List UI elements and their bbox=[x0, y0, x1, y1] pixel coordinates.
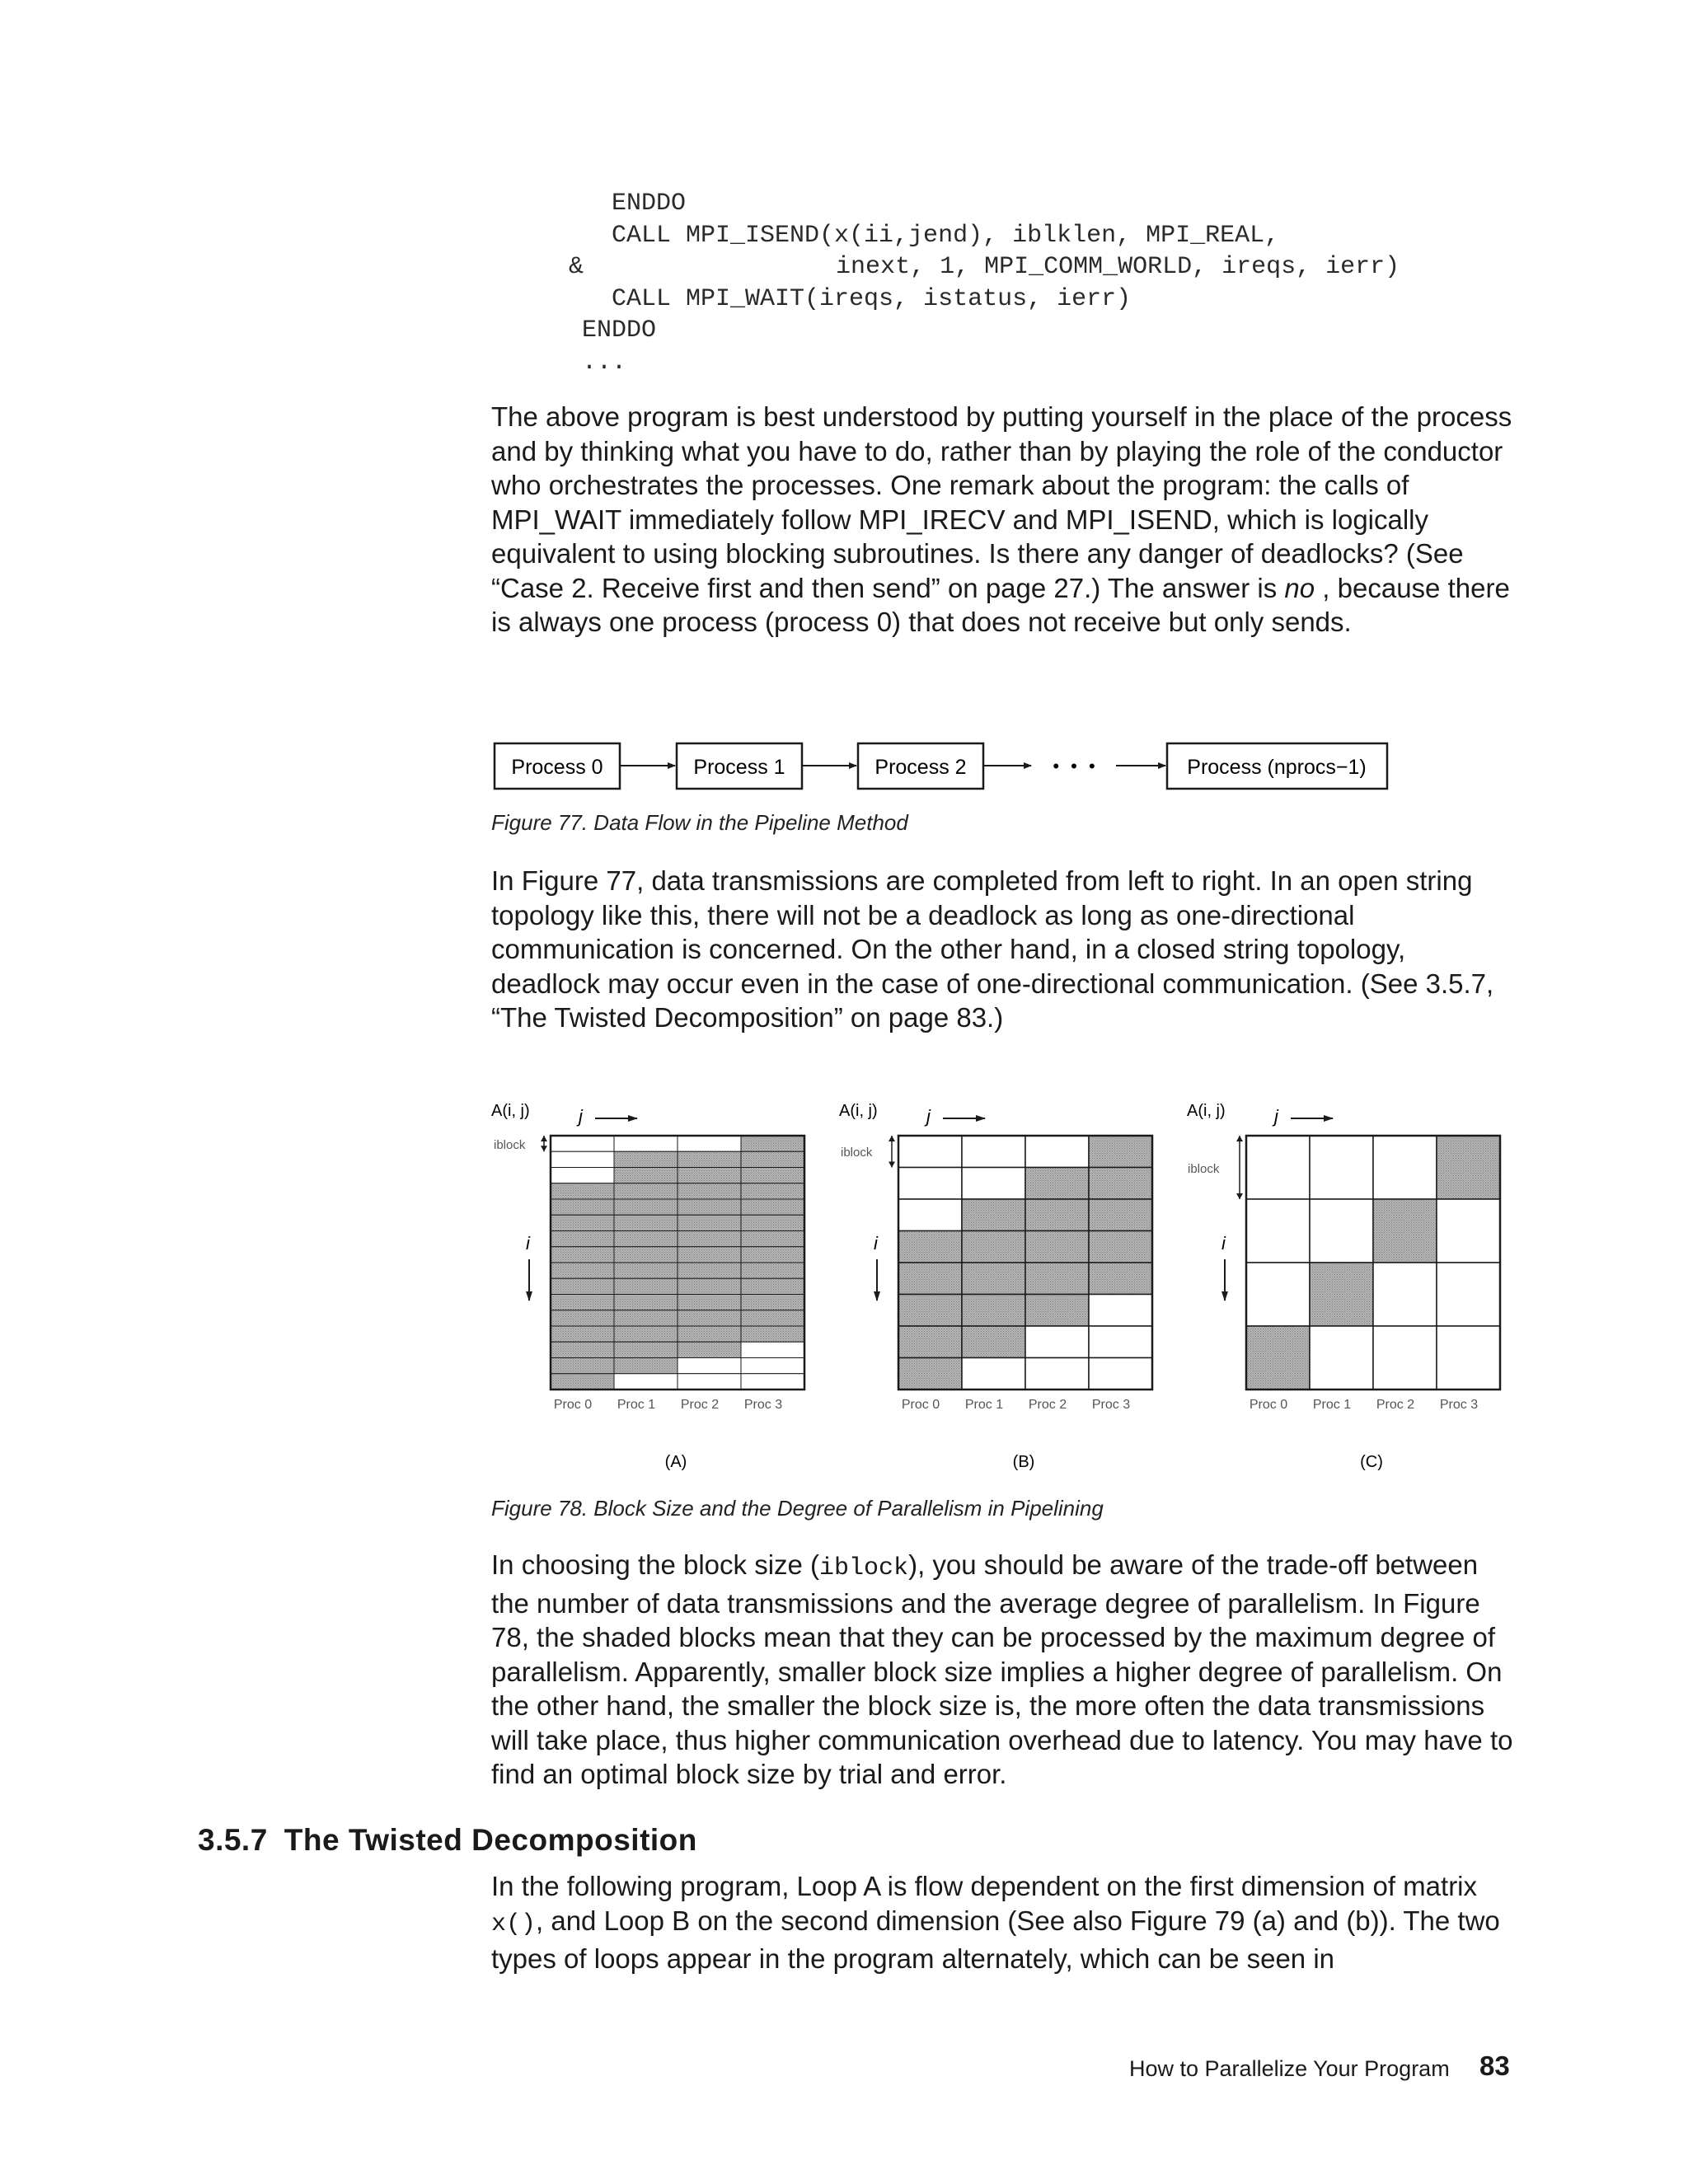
shaded-block bbox=[741, 1326, 804, 1342]
matrix-grid bbox=[551, 1136, 804, 1390]
shaded-block bbox=[1025, 1168, 1089, 1200]
section-title: The Twisted Decomposition bbox=[284, 1823, 697, 1857]
block bbox=[898, 1168, 962, 1200]
code-line: ENDDO bbox=[612, 190, 687, 218]
shaded-block bbox=[962, 1199, 1025, 1231]
paragraph-block-size bbox=[491, 1548, 1513, 1792]
shaded-block bbox=[898, 1263, 962, 1295]
proc-label: Proc 2 bbox=[1376, 1398, 1415, 1412]
block bbox=[1246, 1136, 1310, 1199]
shaded-block bbox=[741, 1183, 804, 1199]
para1-text-end: , because there is always one process (process 0) that does not receive but only sends. bbox=[491, 572, 1510, 637]
shaded-block bbox=[614, 1342, 678, 1357]
block bbox=[962, 1136, 1025, 1168]
block bbox=[741, 1342, 804, 1357]
shaded-block bbox=[741, 1215, 804, 1230]
shaded-block bbox=[551, 1358, 614, 1374]
proc-label: Proc 0 bbox=[553, 1398, 593, 1412]
shaded-block bbox=[1373, 1199, 1437, 1263]
proc-label: Proc 0 bbox=[1249, 1398, 1288, 1412]
shaded-block bbox=[741, 1295, 804, 1310]
j-axis-label: j bbox=[1274, 1106, 1278, 1127]
proc-label: Proc 3 bbox=[1091, 1398, 1131, 1412]
block bbox=[1437, 1199, 1500, 1263]
block bbox=[1089, 1326, 1152, 1358]
block bbox=[1089, 1295, 1152, 1327]
block bbox=[614, 1374, 678, 1390]
para3-text: In choosing the block size ( bbox=[491, 1549, 820, 1580]
shaded-block bbox=[678, 1247, 741, 1263]
shaded-block bbox=[741, 1263, 804, 1278]
para4-text-end: , and Loop B on the second dimension (See also Figure 79 (a) and (b)). The two types of loops appear in the program alternately, which can be seen in bbox=[491, 1905, 1500, 1974]
matrix-label: A(i, j) bbox=[839, 1102, 878, 1120]
block bbox=[898, 1136, 962, 1168]
shaded-block bbox=[551, 1263, 614, 1278]
panel-b bbox=[839, 1102, 1152, 1471]
block bbox=[1373, 1326, 1437, 1390]
shaded-block bbox=[1089, 1199, 1152, 1231]
shaded-block bbox=[741, 1151, 804, 1167]
para4-code: x() bbox=[491, 1910, 537, 1938]
shaded-block bbox=[898, 1358, 962, 1390]
para1-text: The above program is best understood by putting yourself in the place of the process and by thinking what you have to do, rather than by playing the role of the conductor who orchestrates the processes. One remark about the program: the calls of MPI_WAIT immediately follow MPI_IRECV and MPI_ISEND, which is logically equivalent to using blocking subroutines. Is there any danger of deadlocks? (See “Case 2. Receive first and then send” on page 27.) The answer is bbox=[491, 401, 1512, 603]
page-number: 83 bbox=[1479, 2050, 1510, 2081]
shaded-block bbox=[614, 1183, 678, 1199]
shaded-block bbox=[678, 1278, 741, 1294]
figure-78-caption: Figure 78. Block Size and the Degree of Parallelism in Pipelining bbox=[491, 1496, 1104, 1521]
iblock-arrow-head-down bbox=[1236, 1193, 1243, 1199]
shaded-block bbox=[614, 1310, 678, 1326]
shaded-block bbox=[741, 1136, 804, 1151]
shaded-block bbox=[551, 1215, 614, 1230]
i-axis-label: i bbox=[1221, 1233, 1226, 1254]
panel-label: (B) bbox=[1012, 1453, 1035, 1471]
figure-78-block-size-diagram bbox=[486, 1096, 1517, 1483]
shaded-block bbox=[678, 1263, 741, 1278]
code-line: CALL MPI_WAIT(ireqs, istatus, ierr) bbox=[612, 284, 1132, 313]
section-number: 3.5.7 bbox=[198, 1823, 268, 1857]
shaded-block bbox=[678, 1168, 741, 1183]
proc-label: Proc 0 bbox=[901, 1398, 940, 1412]
shaded-block bbox=[962, 1231, 1025, 1263]
footer-title: How to Parallelize Your Program bbox=[1129, 2056, 1450, 2081]
section-heading bbox=[198, 1823, 697, 1858]
iblock-arrow-head-up bbox=[1236, 1136, 1243, 1141]
iblock-arrow bbox=[1236, 1136, 1243, 1199]
shaded-block bbox=[1089, 1168, 1152, 1200]
para1-emphasis: no bbox=[1284, 572, 1315, 603]
shaded-block bbox=[614, 1231, 678, 1247]
i-axis-label: i bbox=[874, 1233, 878, 1254]
proc-label: Proc 3 bbox=[743, 1398, 783, 1412]
iblock-arrow bbox=[889, 1136, 895, 1168]
shaded-block bbox=[551, 1231, 614, 1247]
shaded-block bbox=[551, 1295, 614, 1310]
shaded-block bbox=[741, 1278, 804, 1294]
shaded-block bbox=[614, 1215, 678, 1230]
block bbox=[898, 1199, 962, 1231]
shaded-block bbox=[678, 1199, 741, 1215]
shaded-block bbox=[614, 1278, 678, 1294]
code-block bbox=[569, 188, 1400, 378]
proc-label: Proc 1 bbox=[964, 1398, 1004, 1412]
block bbox=[551, 1136, 614, 1151]
shaded-block bbox=[962, 1295, 1025, 1327]
block bbox=[1373, 1263, 1437, 1326]
shaded-block bbox=[614, 1151, 678, 1167]
iblock-label: iblock bbox=[1188, 1162, 1220, 1176]
shaded-block bbox=[678, 1151, 741, 1167]
process-label: Process (nprocs−1) bbox=[1187, 756, 1367, 779]
shaded-block bbox=[962, 1263, 1025, 1295]
proc-label: Proc 1 bbox=[1312, 1398, 1352, 1412]
shaded-block bbox=[614, 1295, 678, 1310]
code-line: CALL MPI_ISEND(x(ii,jend), iblklen, MPI_REAL, bbox=[612, 221, 1280, 250]
shaded-block bbox=[614, 1247, 678, 1263]
matrix-grid bbox=[898, 1136, 1152, 1390]
shaded-block bbox=[1025, 1231, 1089, 1263]
block bbox=[1246, 1199, 1310, 1263]
proc-label: Proc 2 bbox=[1028, 1398, 1067, 1412]
shaded-block bbox=[1246, 1326, 1310, 1390]
shaded-block bbox=[551, 1310, 614, 1326]
j-axis-label: j bbox=[579, 1106, 583, 1127]
shaded-block bbox=[1025, 1263, 1089, 1295]
shaded-block bbox=[678, 1342, 741, 1357]
process-label: Process 0 bbox=[511, 756, 603, 779]
panel-c bbox=[1187, 1102, 1500, 1471]
proc-label: Proc 2 bbox=[680, 1398, 720, 1412]
paragraph-twisted-decomposition bbox=[491, 1869, 1513, 1976]
para3-code: iblock bbox=[819, 1554, 909, 1582]
block bbox=[678, 1358, 741, 1374]
block bbox=[1025, 1326, 1089, 1358]
shaded-block bbox=[1310, 1263, 1373, 1326]
shaded-block bbox=[741, 1310, 804, 1326]
shaded-block bbox=[551, 1278, 614, 1294]
block bbox=[1246, 1263, 1310, 1326]
shaded-block bbox=[551, 1199, 614, 1215]
iblock-label: iblock bbox=[841, 1146, 873, 1160]
block bbox=[741, 1374, 804, 1390]
block bbox=[678, 1374, 741, 1390]
shaded-block bbox=[678, 1310, 741, 1326]
matrix-grid bbox=[1246, 1136, 1500, 1390]
matrix-label: A(i, j) bbox=[1187, 1102, 1226, 1120]
panel-a bbox=[491, 1102, 804, 1471]
figure-77-pipeline-diagram bbox=[486, 733, 1393, 799]
shaded-block bbox=[1089, 1263, 1152, 1295]
block bbox=[614, 1136, 678, 1151]
matrix-label: A(i, j) bbox=[491, 1102, 530, 1120]
shaded-block bbox=[741, 1247, 804, 1263]
iblock-arrow-head-down bbox=[541, 1146, 547, 1151]
shaded-block bbox=[741, 1231, 804, 1247]
block bbox=[962, 1358, 1025, 1390]
iblock-label: iblock bbox=[494, 1138, 526, 1152]
code-line: & inext, 1, MPI_COMM_WORLD, ireqs, ierr) bbox=[569, 253, 1400, 281]
block bbox=[1310, 1199, 1373, 1263]
figure-77-caption: Figure 77. Data Flow in the Pipeline Method bbox=[491, 810, 908, 835]
shaded-block bbox=[678, 1326, 741, 1342]
j-axis-label: j bbox=[926, 1106, 931, 1127]
shaded-block bbox=[614, 1168, 678, 1183]
shaded-block bbox=[898, 1326, 962, 1358]
process-label: Process 1 bbox=[693, 756, 785, 779]
shaded-block bbox=[1089, 1231, 1152, 1263]
proc-label: Proc 3 bbox=[1439, 1398, 1479, 1412]
block bbox=[1373, 1136, 1437, 1199]
iblock-arrow bbox=[541, 1136, 547, 1151]
i-axis-label: i bbox=[526, 1233, 530, 1254]
shaded-block bbox=[551, 1247, 614, 1263]
shaded-block bbox=[1025, 1199, 1089, 1231]
shaded-block bbox=[678, 1215, 741, 1230]
shaded-block bbox=[898, 1295, 962, 1327]
para4-text: In the following program, Loop A is flow dependent on the first dimension of matrix bbox=[491, 1871, 1478, 1901]
shaded-block bbox=[678, 1183, 741, 1199]
shaded-block bbox=[962, 1326, 1025, 1358]
shaded-block bbox=[678, 1295, 741, 1310]
shaded-block bbox=[614, 1263, 678, 1278]
shaded-block bbox=[741, 1168, 804, 1183]
shaded-block bbox=[741, 1199, 804, 1215]
block bbox=[1089, 1358, 1152, 1390]
block bbox=[1437, 1326, 1500, 1390]
block bbox=[1310, 1136, 1373, 1199]
shaded-block bbox=[614, 1199, 678, 1215]
shaded-block bbox=[551, 1326, 614, 1342]
shaded-block bbox=[1089, 1136, 1152, 1168]
block bbox=[551, 1168, 614, 1183]
block bbox=[741, 1358, 804, 1374]
paragraph-program-explanation bbox=[491, 400, 1513, 640]
iblock-arrow-head-up bbox=[541, 1136, 547, 1141]
shaded-block bbox=[1025, 1295, 1089, 1327]
shaded-block bbox=[614, 1358, 678, 1374]
panel-label: (A) bbox=[664, 1453, 687, 1471]
iblock-arrow-head-up bbox=[889, 1136, 895, 1141]
shaded-block bbox=[551, 1342, 614, 1357]
code-line: ... bbox=[582, 348, 627, 377]
block bbox=[1025, 1136, 1089, 1168]
shaded-block bbox=[614, 1326, 678, 1342]
shaded-block bbox=[898, 1231, 962, 1263]
iblock-arrow-head-down bbox=[889, 1162, 895, 1168]
block bbox=[678, 1136, 741, 1151]
ellipsis: • • • bbox=[1053, 756, 1099, 776]
code-line: ENDDO bbox=[582, 316, 657, 344]
shaded-block bbox=[551, 1374, 614, 1390]
proc-label: Proc 1 bbox=[617, 1398, 656, 1412]
block bbox=[551, 1151, 614, 1167]
block bbox=[1310, 1326, 1373, 1390]
block bbox=[1437, 1263, 1500, 1326]
panel-label: (C) bbox=[1360, 1453, 1383, 1471]
block bbox=[962, 1168, 1025, 1200]
shaded-block bbox=[1437, 1136, 1500, 1199]
shaded-block bbox=[678, 1231, 741, 1247]
shaded-block bbox=[551, 1183, 614, 1199]
paragraph-data-flow: In Figure 77, data transmissions are completed from left to right. In an open string topology like this, there will not be a deadlock as long as one-directional communication is concerned. On the other hand, in a closed string topology, deadlock may occur even in the case of one-directional communication. (See 3.5.7, “The Twisted Decomposition” on page 83.) bbox=[491, 865, 1494, 1033]
para3-text-end: ), you should be aware of the trade-off between the number of data transmissions and the average degree of parallelism. In Figure 78, the shaded blocks mean that they can be processed by the maximum degree of parallelism. Apparently, smaller block size implies a higher degree of parallelism. On the other hand, the smaller the block size is, the more often the data transmissions will take place, thus higher communication overhead due to latency. You may have to find an optimal block size by trial and error. bbox=[491, 1549, 1513, 1789]
process-label: Process 2 bbox=[874, 756, 967, 779]
block bbox=[1025, 1358, 1089, 1390]
